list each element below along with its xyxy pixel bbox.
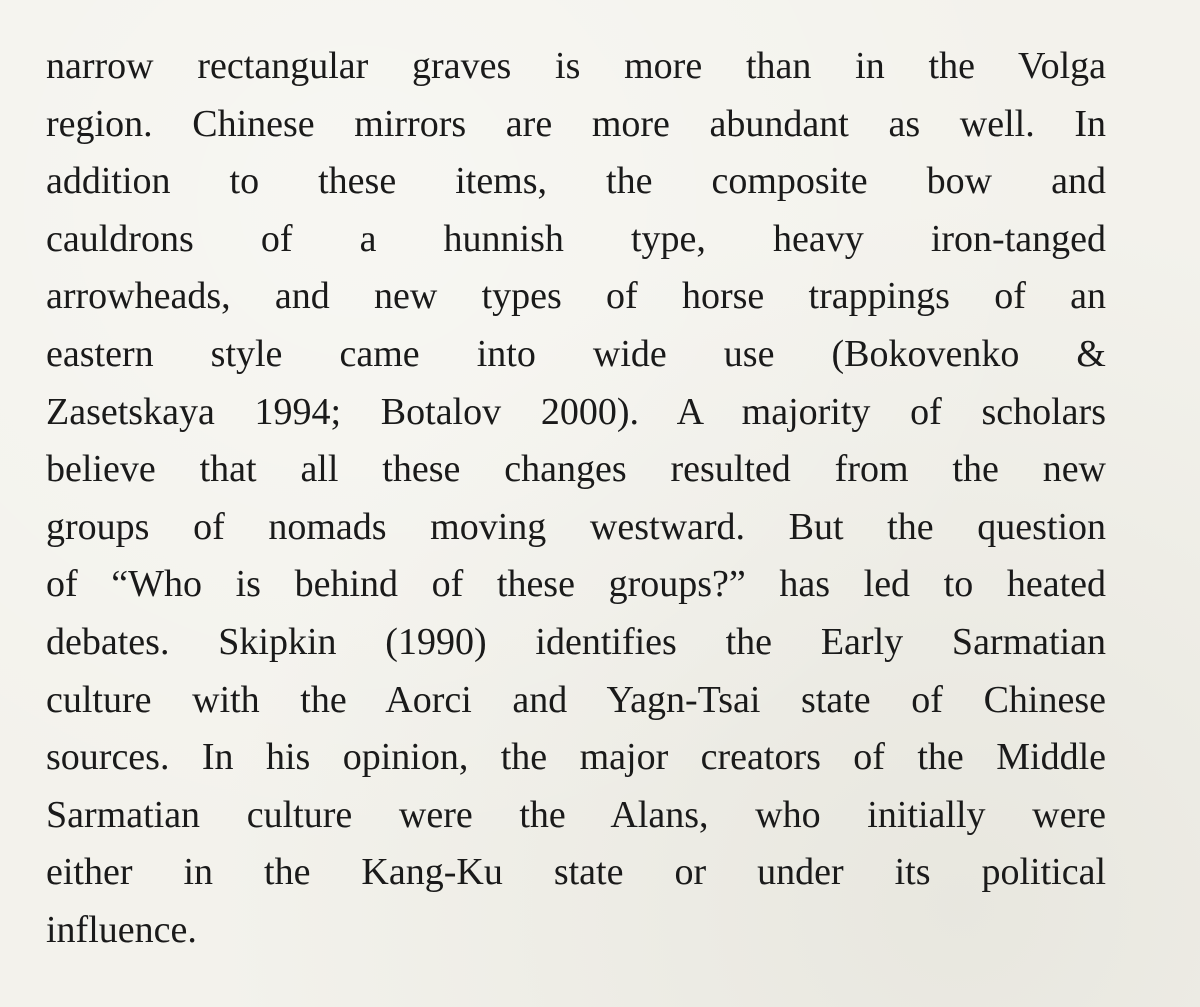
text-line: debates. Skipkin (1990) identifies the Early Sarmatian <box>46 620 1106 663</box>
text-line: Zasetskaya 1994; Botalov 2000). A majority of scholars <box>46 390 1106 433</box>
text-line: eastern style came into wide use (Bokovenko & <box>46 332 1106 375</box>
text-line: region. Chinese mirrors are more abundant as well. In <box>46 102 1106 145</box>
text-line: of “Who is behind of these groups?” has led to heated <box>46 563 1106 606</box>
text-line: addition to these items, the composite bow and <box>46 160 1106 203</box>
text-line: cauldrons of a hunnish type, heavy iron-tanged <box>46 217 1106 260</box>
text-line: Sarmatian culture were the Alans, who initially were <box>46 793 1106 836</box>
body-paragraph <box>46 38 1106 960</box>
text-line: arrowheads, and new types of horse trappings of an <box>46 275 1106 318</box>
text-line: groups of nomads moving westward. But the question <box>46 505 1106 548</box>
text-line: sources. In his opinion, the major creators of the Middle <box>46 736 1106 779</box>
text-line: culture with the Aorci and Yagn-Tsai state of Chinese <box>46 678 1106 721</box>
text-line: either in the Kang-Ku state or under its political <box>46 851 1106 894</box>
text-line-last: influence. <box>46 908 197 951</box>
text-line: believe that all these changes resulted from the new <box>46 448 1106 491</box>
text-line: narrow rectangular graves is more than in the Volga <box>46 45 1106 87</box>
